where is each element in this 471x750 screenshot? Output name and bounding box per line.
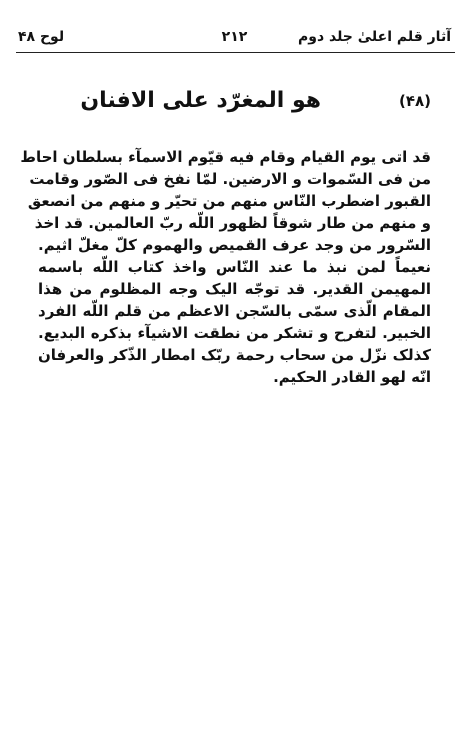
text-line-11: انّه لهو القادر الحکیم. xyxy=(273,368,431,386)
text-line-4: و منهم من طار شوقاً لظهور اللّه ربّ العالمین. قد اخذ xyxy=(34,214,431,232)
tablet-number: (۴۸) xyxy=(398,92,431,110)
tablet-heading xyxy=(40,88,431,122)
text-line-8: المقام الّذی سمّی بالسّجن الاعظم من قلم اللّه الفرد xyxy=(38,302,431,320)
text-line-9: الخبیر. لتفرح و تشکر من نطقت الاشیآء بذکره البدیع. xyxy=(38,324,431,342)
text-line-10: کذلک نزّل من سحاب رحمة ربّک امطار الذّکر والعرفان xyxy=(38,346,431,364)
header-divider xyxy=(16,52,455,53)
text-line-2: من فی السّموات و الارضین. لمّا نفخ فی الصّور وقامت xyxy=(29,170,431,188)
text-line-3: القبور اضطرب النّاس منهم من تحیّر و منهم من انصعق xyxy=(27,192,431,210)
page-number: ۲۱۲ xyxy=(221,29,248,45)
book-title: آثار قلم اعلیٰ جلد دوم xyxy=(297,29,451,45)
text-line-6: نعیماً لمن نبذ ما عند النّاس واخذ کتاب اللّه باسمه xyxy=(38,258,431,276)
text-line-5: السّرور من وجد عرف القمیص والهموم کلّ مغلّ اثیم. xyxy=(38,236,431,254)
text-line-1: قد اتی یوم القیام وقام فیه قیّوم الاسمآء بسلطان احاط xyxy=(20,148,431,166)
tablet-label: لوح ۴۸ xyxy=(18,29,65,45)
running-header xyxy=(18,26,451,48)
tablet-body xyxy=(20,146,431,388)
text-line-7: المهیمن القدیر. قد توجّه الیک وجه المظلوم من هذا xyxy=(38,280,431,298)
tablet-title: هو المغرّد علی الافنان xyxy=(80,88,321,113)
